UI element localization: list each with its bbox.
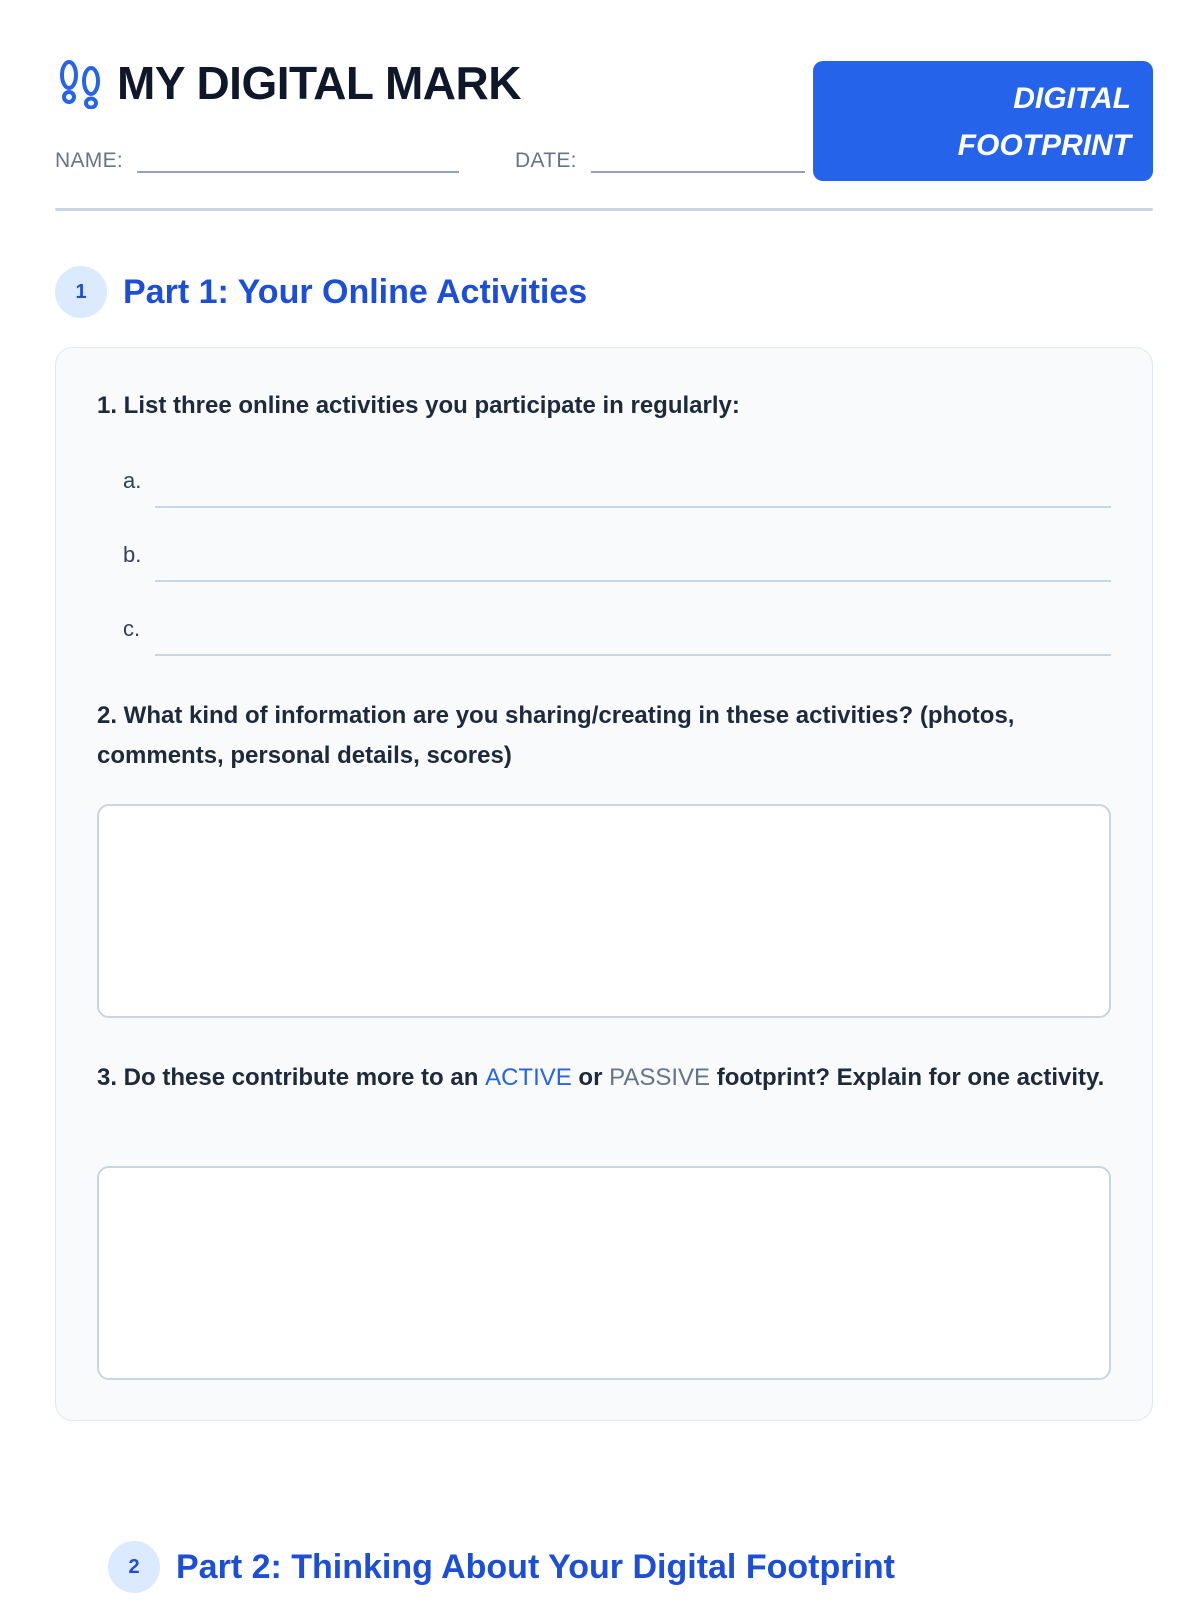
active-keyword: ACTIVE <box>485 1064 572 1091</box>
answer-input-b[interactable] <box>155 540 1111 582</box>
badge-line-2: FOOTPRINT <box>957 129 1131 162</box>
header-divider <box>55 208 1153 211</box>
question-3-tail: footprint? Explain for one activity. <box>710 1064 1105 1091</box>
answer-input-c[interactable] <box>155 614 1111 656</box>
date-field[interactable] <box>591 143 805 173</box>
passive-keyword: PASSIVE <box>609 1064 711 1091</box>
section-number-badge: 1 <box>55 266 107 318</box>
answer-letter: c. <box>123 616 141 641</box>
question-2: 2. What kind of information are you sharing/creating in these activities? (photos, comments, personal details, scores) <box>97 702 1015 769</box>
date-label: DATE: <box>515 149 577 172</box>
worksheet-header <box>55 55 1153 215</box>
part-1-card <box>55 347 1153 1421</box>
badge-line-1: DIGITAL <box>1013 82 1131 115</box>
answer-letter: a. <box>123 468 142 493</box>
answer-line-c <box>123 614 1111 656</box>
answer-box-question-2[interactable] <box>97 804 1111 1018</box>
name-label: NAME: <box>55 149 124 172</box>
answer-input-a[interactable] <box>155 466 1111 508</box>
section-title: Part 2: Thinking About Your Digital Footprint <box>176 1547 895 1586</box>
topic-badge <box>813 61 1153 181</box>
section-heading-part-2 <box>108 1541 895 1593</box>
answer-box-question-3[interactable] <box>97 1166 1111 1380</box>
question-3-text: 3. Do these contribute more to an <box>97 1064 486 1091</box>
answer-letter: b. <box>123 542 142 567</box>
section-title: Part 1: Your Online Activities <box>123 272 588 311</box>
question-1: 1. List three online activities you participate in regularly: <box>97 392 740 419</box>
section-number-badge: 2 <box>108 1541 160 1593</box>
question-3 <box>97 1058 1107 1098</box>
page-title: MY DIGITAL MARK <box>117 57 521 109</box>
footprints-icon <box>55 57 105 109</box>
section-heading-part-1 <box>55 266 587 318</box>
answer-line-a <box>123 466 1111 508</box>
student-fields <box>55 143 805 173</box>
question-3-or: or <box>571 1064 610 1091</box>
answer-line-b <box>123 540 1111 582</box>
name-field[interactable] <box>137 143 459 173</box>
